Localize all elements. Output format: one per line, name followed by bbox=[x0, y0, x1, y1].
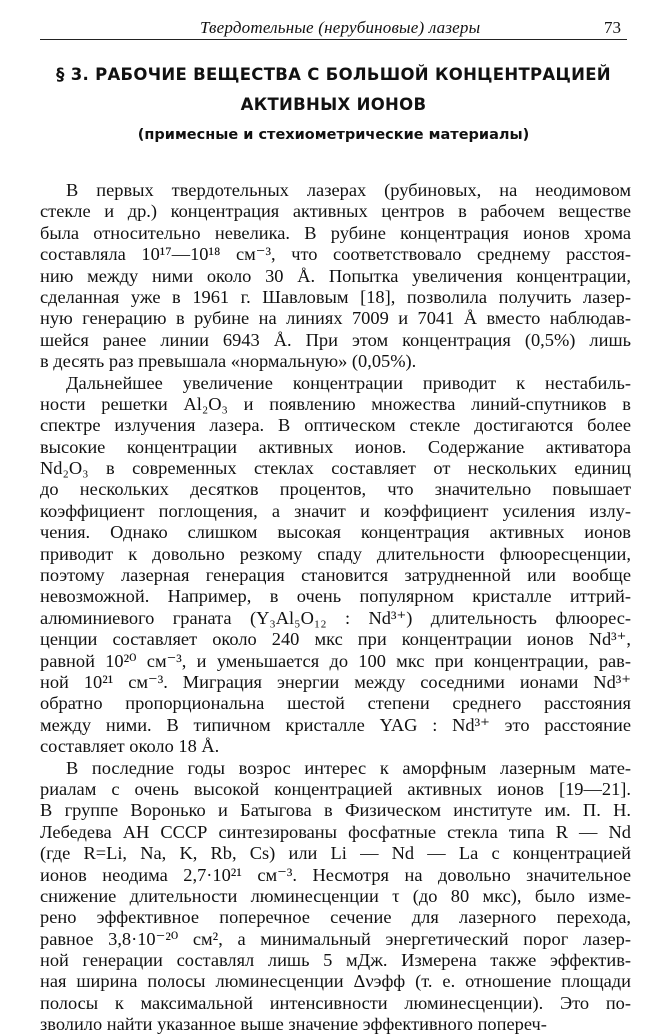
text-line: алюминиевого граната (Y₃Al₅O₁₂ : Nd³⁺) длительность флюорес- bbox=[40, 607, 631, 628]
text-line: невозможной. Например, в очень популярном кристалле иттрий- bbox=[40, 586, 631, 607]
text-line: равной 10²⁰ см⁻³, и уменьшается до 100 мкс при концентрации, рав- bbox=[40, 650, 631, 671]
text-line: В группе Воронько и Батыгова в Физическом институте им. П. Н. bbox=[40, 800, 631, 821]
text-line: ную генерацию в рубине на линиях 7009 и 7041 Å вместо наблюдав- bbox=[40, 308, 631, 329]
text-line: Nd₂O₃ в современных стеклах составляет от нескольких единиц bbox=[40, 458, 631, 479]
section-title-line-2: АКТИВНЫХ ИОНОВ bbox=[240, 95, 427, 114]
text-line: зволило найти указанное выше значение эффективного попереч- bbox=[40, 1014, 547, 1035]
section-title-line-1: § 3. РАБОЧИЕ ВЕЩЕСТВА С БОЛЬШОЙ КОНЦЕНТРАЦИЕЙ bbox=[56, 65, 611, 84]
text-line: до нескольких десятков процентов, что значительно повышает bbox=[40, 479, 631, 500]
text-line: риалам с очень высокой концентрацией активных ионов [19—21]. bbox=[40, 778, 631, 799]
text-line: составляет около 18 Å. bbox=[40, 736, 220, 757]
text-line: (где R=Li, Na, K, Rb, Cs) или Li — Nd — La с концентрацией bbox=[40, 843, 631, 864]
text-line: ная ширина полосы люминесценции Δνэфф (т. е. отношение площади bbox=[40, 971, 631, 992]
header-rule bbox=[40, 39, 627, 40]
text-line: спектре излучения лазера. В оптическом стекле достигаются более bbox=[40, 415, 631, 436]
running-title: Твердотельные (нерубиновые) лазеры bbox=[200, 18, 481, 37]
section-subtitle: (примесные и стехиометрические материалы) bbox=[137, 127, 530, 143]
text-line: приводит к довольно резкому спаду длительности флюоресценции, bbox=[40, 543, 631, 564]
text-line: ности решетки Al₂O₃ и появлению множества линий-спутников в bbox=[40, 393, 631, 414]
text-line: В последние годы возрос интерес к аморфным лазерным мате- bbox=[66, 757, 631, 778]
text-line: шейся ранее линии 6943 Å. При этом концентрация (0,5%) лишь bbox=[40, 329, 631, 350]
body-text bbox=[40, 180, 631, 1036]
text-line: В первых твердотельных лазерах (рубиновых, на неодимовом bbox=[66, 180, 631, 200]
text-line: обратно пропорциональна шестой степени среднего расстояния bbox=[40, 693, 631, 714]
text-line: Дальнейшее увеличение концентрации приводит к нестабиль- bbox=[66, 372, 631, 393]
text-line: в десять раз превышала «нормальную» (0,05%). bbox=[40, 351, 417, 372]
text-line: стекле и др.) концентрация активных центров в рабочем веществе bbox=[40, 201, 631, 222]
text-line: ной генерации составлял лишь 5 мДж. Измерена также эффектив- bbox=[40, 950, 631, 971]
text-line: ионов неодима 2,7·10²¹ см⁻³. Несмотря на довольно значительное bbox=[40, 864, 631, 885]
text-line: Лебедева АН СССР синтезированы фосфатные стекла типа R — Nd bbox=[40, 821, 631, 842]
text-line: составляла 10¹⁷—10¹⁸ см⁻³, что соответствовало среднему расстоя- bbox=[40, 244, 631, 265]
text-line: чения. Однако слишком высокая концентрация активных ионов bbox=[40, 522, 631, 543]
text-line: поэтому лазерная генерация становится затрудненной или вообще bbox=[40, 565, 631, 586]
section-heading bbox=[40, 60, 627, 148]
text-line: сделанная уже в 1961 г. Шавловым [18], позволила получить лазер- bbox=[40, 286, 631, 307]
text-line: нию между ними около 30 Å. Попытка увеличения концентрации, bbox=[40, 265, 631, 286]
text-line: была относительно невелика. В рубине концентрация ионов хрома bbox=[40, 222, 631, 243]
text-line: высокие концентрации активных ионов. Содержание активатора bbox=[40, 436, 631, 457]
text-line: рено эффективное поперечное сечение для лазерного перехода, bbox=[40, 907, 631, 928]
text-line: равное 3,8·10⁻²⁰ см², а минимальный энергетический порог лазер- bbox=[40, 928, 631, 949]
text-line: ценции составляет около 240 мкс при концентрации ионов Nd³⁺, bbox=[40, 629, 631, 650]
text-line: между ними. В типичном кристалле YAG : Nd³⁺ это расстояние bbox=[40, 714, 631, 735]
page-number: 73 bbox=[604, 18, 621, 37]
text-line: ной 10²¹ см⁻³. Миграция энергии между соседними ионами Nd³⁺ bbox=[40, 671, 631, 692]
page-header bbox=[40, 16, 627, 42]
text-line: полосы к максимальной интенсивности люминесценции). Это по- bbox=[40, 992, 631, 1013]
text-line: снижение длительности люминесценции τ (до 80 мкс), было изме- bbox=[40, 885, 631, 906]
text-line: коэффициент поглощения, а значит и коэффициент усиления излу- bbox=[40, 500, 631, 521]
